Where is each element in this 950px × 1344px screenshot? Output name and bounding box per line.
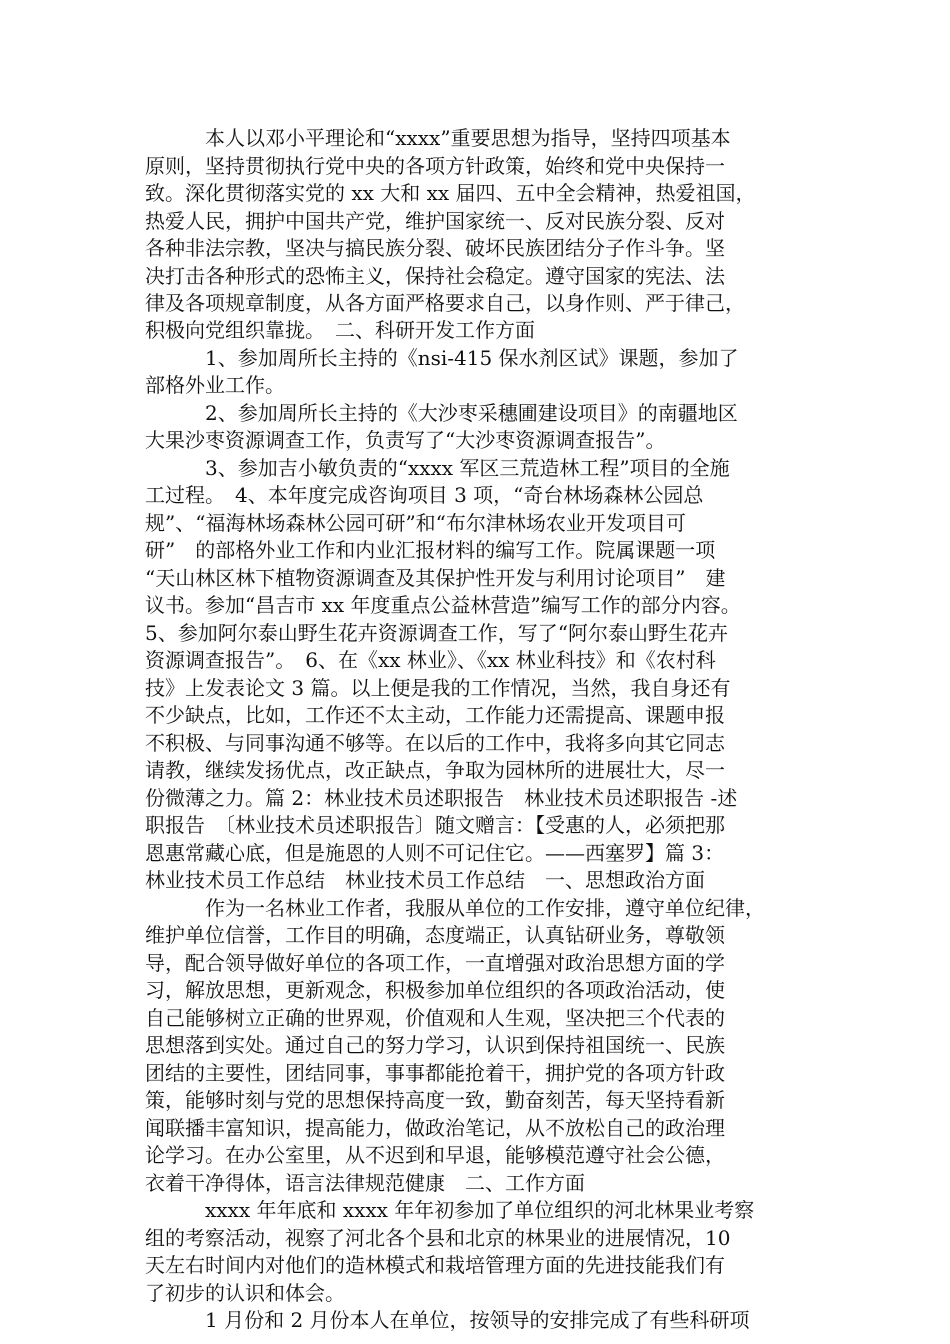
text-line: 规”、“福海林场森林公园可研”和“布尔津林场农业开发项目可 <box>145 511 686 535</box>
text-line: 论学习。在办公室里，从不迟到和早退，能够模范遵守社会公德， <box>145 1143 725 1167</box>
text-line: 份微薄之力。篇 2：林业技术员述职报告 林业技术员述职报告 -述 <box>145 786 738 810</box>
text-line: 1 月份和 2 月份本人在单位，按领导的安排完成了有些科研项 <box>145 1308 750 1332</box>
text-line: 原则，坚持贯彻执行党中央的各项方针政策，始终和党中央保持一 <box>145 154 725 178</box>
text-line: 各种非法宗教，坚决与搞民族分裂、破坏民族团结分子作斗争。坚 <box>145 236 725 260</box>
text-line: 策，能够时刻与党的思想保持高度一致，勤奋刻苦，每天坚持看新 <box>145 1088 725 1112</box>
text-line: 不积极、与同事沟通不够等。在以后的工作中，我将多向其它同志 <box>145 731 725 755</box>
text-line: 请教，继续发扬优点，改正缺点，争取为园林所的进展壮大，尽一 <box>145 758 725 782</box>
text-line: 大果沙枣资源调查工作，负责写了“大沙枣资源调查报告”。 <box>145 428 666 452</box>
text-line: 职报告 〔林业技术员述职报告〕随文赠言：【受惠的人，必须把那 <box>145 813 725 837</box>
text-line: 作为一名林业工作者，我服从单位的工作安排，遵守单位纪律， <box>145 896 765 920</box>
text-line: 林业技术员工作总结 林业技术员工作总结 一、思想政治方面 <box>145 868 705 892</box>
text-line: 热爱人民，拥护中国共产党，维护国家统一、反对民族分裂、反对 <box>145 209 725 233</box>
text-line: 2、参加周所长主持的《大沙枣采穗圃建设项目》的南疆地区 <box>145 401 738 425</box>
text-line: 组的考察活动，视察了河北各个县和北京的林果业的进展情况，10 <box>145 1226 731 1250</box>
text-line: 研” 的部格外业工作和内业汇报材料的编写工作。院属课题一项 <box>145 538 716 562</box>
text-line: 5、参加阿尔泰山野生花卉资源调查工作，写了“阿尔泰山野生花卉 <box>145 621 728 645</box>
text-line: 导，配合领导做好单位的各项工作，一直增强对政治思想方面的学 <box>145 951 725 975</box>
text-line: 决打击各种形式的恐怖主义，保持社会稳定。遵守国家的宪法、法 <box>145 264 725 288</box>
text-line: 1、参加周所长主持的《nsi-415 保水剂区试》课题，参加了 <box>145 346 739 370</box>
text-line: 闻联播丰富知识，提高能力，做政治笔记，从不放松自己的政治理 <box>145 1116 725 1140</box>
text-line: 习，解放思想，更新观念，积极参加单位组织的各项政治活动，使 <box>145 978 725 1002</box>
text-line: 资源调查报告”。 6、在《xx 林业》、《xx 林业科技》和《农村科 <box>145 648 716 672</box>
text-line: 恩惠常藏心底，但是施恩的人则不可记住它。——西塞罗】篇 3： <box>145 841 725 865</box>
text-line: 维护单位信誉，工作目的明确，态度端正，认真钻研业务，尊敬领 <box>145 923 725 947</box>
text-line: 团结的主要性，团结同事，事事都能抢着干，拥护党的各项方针政 <box>145 1061 725 1085</box>
text-line: 了初步的认识和体会。 <box>145 1281 345 1305</box>
text-line: 积极向党组织靠拢。 二、科研开发工作方面 <box>145 318 535 342</box>
text-line: 3、参加吉小敏负责的“xxxx 军区三荒造林工程”项目的全施 <box>145 456 730 480</box>
text-line: 不少缺点，比如，工作还不太主动，工作能力还需提高、课题申报 <box>145 703 725 727</box>
text-line: 天左右时间内对他们的造林模式和栽培管理方面的先进技能我们有 <box>145 1253 725 1277</box>
text-line: 衣着干净得体，语言法律规范健康 二、工作方面 <box>145 1171 585 1195</box>
text-line: 部格外业工作。 <box>145 373 285 397</box>
text-line: 技》上发表论文 3 篇。以上便是我的工作情况，当然，我自身还有 <box>145 676 731 700</box>
text-line: 致。深化贯彻落实党的 xx 大和 xx 届四、五中全会精神，热爱祖国， <box>145 181 756 205</box>
text-line: 本人以邓小平理论和“xxxx”重要思想为指导，坚持四项基本 <box>145 126 731 150</box>
text-line: “天山林区林下植物资源调查及其保护性开发与利用讨论项目” 建 <box>145 566 726 590</box>
text-line: 律及各项规章制度，从各方面严格要求自己，以身作则、严于律己， <box>145 291 745 315</box>
text-line: xxxx 年年底和 xxxx 年年初参加了单位组织的河北林果业考察 <box>145 1198 755 1222</box>
text-line: 自己能够树立正确的世界观，价值观和人生观，坚决把三个代表的 <box>145 1006 725 1030</box>
text-line: 思想落到实处。通过自己的努力学习，认识到保持祖国统一、民族 <box>145 1033 725 1057</box>
text-line: 议书。参加“昌吉市 xx 年度重点公益林营造”编写工作的部分内容。 <box>145 593 741 617</box>
text-line: 工过程。 4、本年度完成咨询项目 3 项，“奇台林场森林公园总 <box>145 483 704 507</box>
